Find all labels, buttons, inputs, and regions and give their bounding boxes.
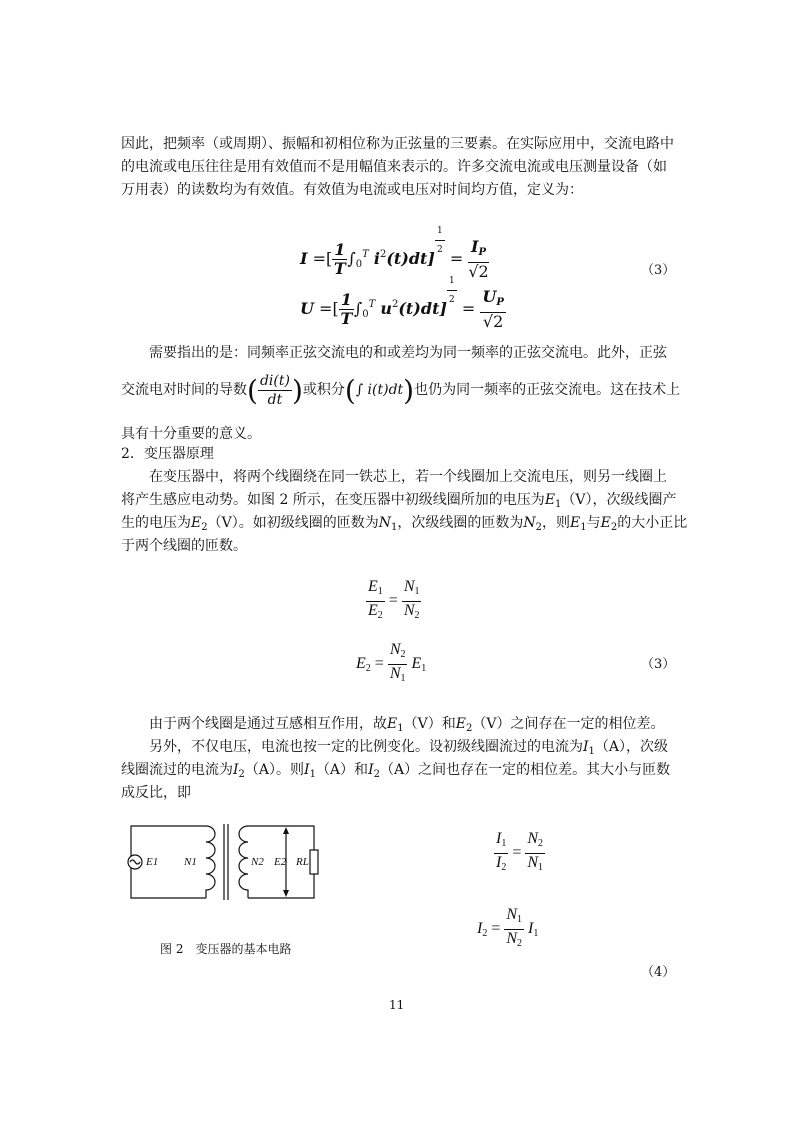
rms-voltage-formula: U =[ $\frac{1}{T}$ $\int_0^T$ $u^2(t)dt$] $\frac{1}{2}$ = $\frac{U_P}{√2}$ <box>300 272 506 331</box>
voltage-ratio-formula: $\frac{E_1}{E_2}$ = $\frac{N_1}{N_2}$ <box>368 578 420 621</box>
equation-number: （3） <box>641 263 676 278</box>
text-line: 由于两个线圈是通过互感相互作用，故$E_1(V)$和$E_2(V)$之间存在一定的相位差。 <box>149 716 665 734</box>
equation-number: （4） <box>641 965 676 980</box>
rl-label: RL <box>296 856 309 868</box>
text-line: 的电流或电压往往是用有效值而不是用幅值来表示的。许多交流电流或电压测量设备（如 <box>121 159 667 175</box>
e2-label: E2 <box>274 856 287 868</box>
text-line: 成反比，即 <box>121 785 191 801</box>
text-line: 于两个线圈的匝数。 <box>121 538 247 554</box>
transformer-paragraph <box>121 466 688 558</box>
rms-current-formula: I =[ $\frac{1}{T}$ $\int_0^T$ $i^2(t)dt$] $\frac{1}{2}$ = $\frac{I_P}{√2}$ <box>300 222 489 281</box>
text-line: 因此，把频率（或周期）、振幅和初相位称为正弦量的三要素。在实际应用中，交流电路中 <box>121 136 674 152</box>
text-line: 万用表）的读数均为有效值。有效值为电流或电压对时间均方值，定义为： <box>121 182 583 198</box>
secondary-voltage-formula: $E_2$ = $\frac{N_2}{N_1}$ $E_1$ <box>356 641 427 684</box>
derivative-paragraph <box>121 342 681 446</box>
n2-label: N2 <box>251 856 264 868</box>
page-number: 11 <box>389 998 405 1012</box>
equation-number: （3） <box>641 657 676 672</box>
figure-caption: 图 2 变压器的基本电路 <box>160 942 292 956</box>
current-paragraph <box>121 713 671 805</box>
text-line: 交流电对时间的导数 ( $\frac{di(t)}{dt}$ ) 或积分 ( ∫ i(t)dt ) 也仍为同一频率的正弦交流电。这在技术上 <box>121 372 681 408</box>
intro-paragraph <box>121 133 674 202</box>
current-ratio-formula: $\frac{I_1}{I_2}$ = $\frac{N_2}{N_1}$ <box>496 830 544 873</box>
text-line: 将产生感应电动势。如图 2 所示，在变压器中初级线圈所加的电压为$E_1(V)$，次级线圈产 <box>121 492 677 510</box>
text-line: 线圈流过的电流为$I_2(A)$。则$I_1(A)$和$I_2(A)$之间也存在一定的相位差。其大小与匝数 <box>121 762 671 780</box>
text-line: 生的电压为$E_2(V)$。如初级线圈的匝数为$N_1$，次级线圈的匝数为$N_2$，则$E_1$与$E_2$的大小正比 <box>121 515 688 533</box>
e1-label: E1 <box>146 856 159 868</box>
text-line: 具有十分重要的意义。 <box>121 426 261 442</box>
secondary-current-formula: $I_2$ = $\frac{N_1}{N_2}$ $I_1$ <box>477 906 539 949</box>
text-line: 在变压器中，将两个线圈绕在同一铁芯上，若一个线圈加上交流电压，则另一线圈上 <box>149 469 667 485</box>
n1-label: N1 <box>184 856 197 868</box>
text-line: 另外，不仅电压，电流也按一定的比例变化。设初级线圈流过的电流为$I_1(A)$，次级 <box>149 739 669 757</box>
section-heading: 2．变压器原理 <box>121 446 214 462</box>
text-line: 需要指出的是：同频率正弦交流电的和或差均为同一频率的正弦交流电。此外，正弦 <box>149 345 667 361</box>
transformer-circuit-diagram <box>126 818 321 902</box>
